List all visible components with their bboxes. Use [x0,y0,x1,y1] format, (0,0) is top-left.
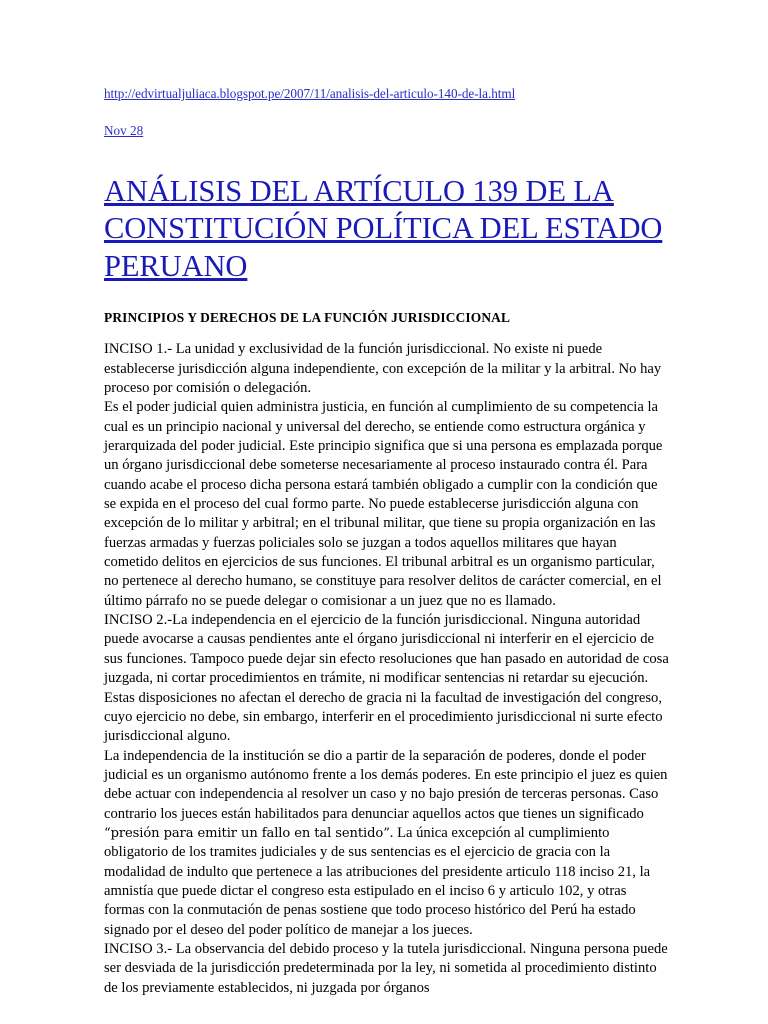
inciso-2-quoted-phrase: “presión para emitir un fallo en tal sentido” [104,825,390,841]
post-date-link[interactable]: Nov 28 [104,123,144,139]
paragraph-inciso-2-intro: INCISO 2.-La independencia en el ejercicio de la función jurisdiccional. Ninguna autoridad puede avocarse a causas pendientes ante el órgano jurisdiccional ni interferir en el ejercicio de sus funciones. Tampoco puede dejar sin efecto resoluciones que han pasado en autoridad de cosa juzgada, ni cortar procedimientos en trámite, ni modificar sentencias ni retardar su ejecución. Estas disposiciones no afectan el derecho de gracia ni la facultad de investigación del congreso, cuyo ejercicio no debe, sin embargo, interferir en el procedimiento jurisdiccional ni surte efecto jurisdiccional alguno. [104,612,669,745]
source-url-link[interactable]: http://edvirtualjuliaca.blogspot.pe/2007/11/analisis-del-articulo-140-de-la.html [104,86,516,101]
inciso-2-analysis-text-after: . La única excepción al cumplimiento obligatorio de los tramites judiciales y de sus sentencias es el ejercicio de gracia con la modalidad de indulto que pertenece a las atribuciones del presidente articulo 118 inciso 21, la amnistía que puede dictar el congreso esta estipulado en el inciso 6 y articulo 102, y otras formas con la conmutación de penas sostiene que todo proceso histórico del Perú ha estado signado por el deseo del poder político de manejar a los jueces. [104,824,651,938]
page-title: ANÁLISIS DEL ARTÍCULO 139 DE LA CONSTITUCIÓN POLÍTICA DEL ESTADO PERUANO [104,174,663,283]
paragraph-inciso-1-analysis: Es el poder judicial quien administra justicia, en función al cumplimiento de su competencia la cual es un principio nacional y universal del derecho, se entiende como estructura orgánica y jerarquizada del poder judicial. Este principio significa que si una persona es emplazada porque un órgano jurisdiccional debe someterse necesariamente al proceso instaurado contra él. Para cuando acabe el proceso dicha persona estará también obligado a cumplir con la condición que se expida en el proceso del cual formo parte. No puede establecerse jurisdicción alguna con excepción de lo militar y arbitral; en el tribunal militar, que tiene su propia organización en las fuerzas armadas y fuerzas policiales solo se juzgan a todos aquellos militares que hayan cometido delitos en ejercicios de sus funciones. El tribunal arbitral es un organismo particular, no pertenece al derecho humano, se constituye para resolver delitos de carácter comercial, en el último párrafo no se puede delegar o comisionar a un juez que no es llamado. [104,399,663,609]
paragraph-inciso-3-intro: INCISO 3.- La observancia del debido proceso y la tutela jurisdiccional. Ninguna persona puede ser desviada de la jurisdicción predeterminada por la ley, ni sometida al procedimiento distinto de los previamente establecidos, ni juzgada por órganos [104,940,668,996]
paragraph-inciso-2-analysis [104,747,670,940]
document-subtitle: PRINCIPIOS Y DERECHOS DE LA FUNCIÓN JURISDICCIONAL [104,309,511,325]
paragraph-inciso-1-intro: INCISO 1.- La unidad y exclusividad de la función jurisdiccional. No existe ni puede establecerse jurisdicción alguna independiente, con excepción de la militar y la arbitral. No hay proceso por comisión o delegación. [104,341,662,396]
document-body [104,340,670,998]
inciso-2-analysis-text-before: La independencia de la institución se dio a partir de la separación de poderes, donde el poder judicial es un organismo autónomo frente a los demás poderes. En este principio el juez es quien debe actuar con independencia al resolver un caso y no bajo presión de terceras personas. Caso contrario los jueces están habilitados para denunciar aquellos actos que tienes un significado [104,747,668,822]
